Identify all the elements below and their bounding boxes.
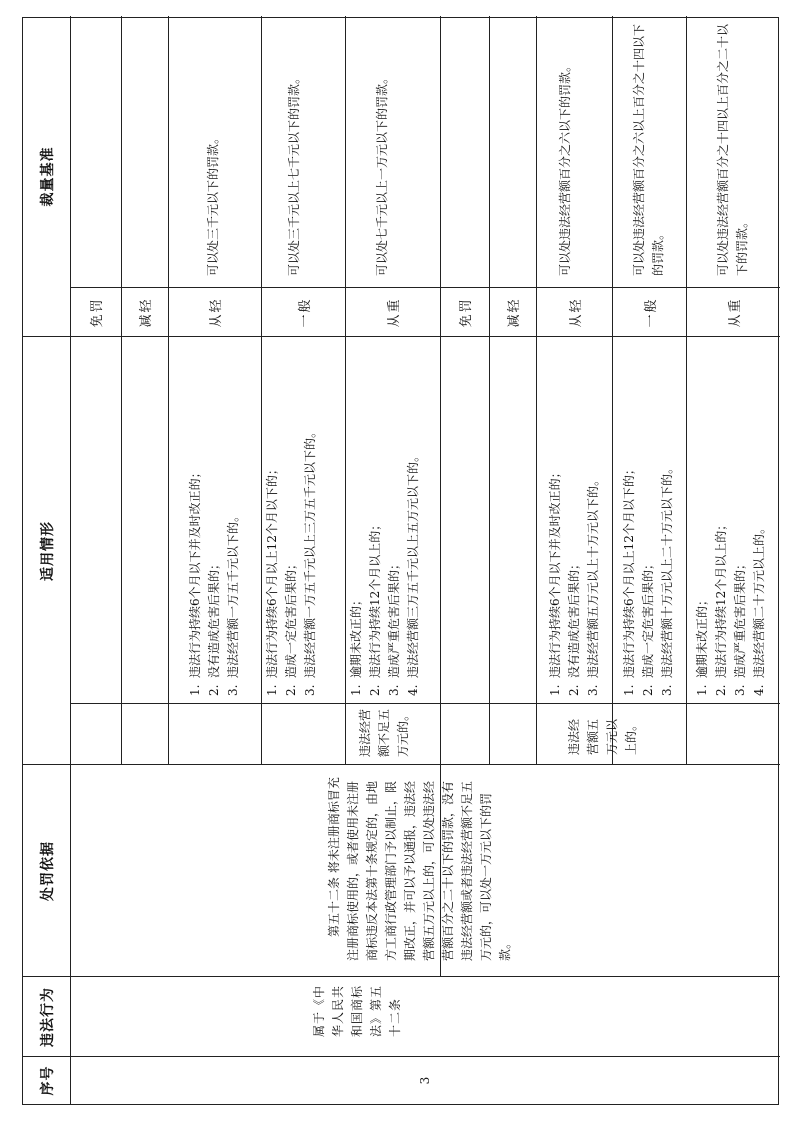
situation-item: 1. 逾期未改正的；	[349, 593, 363, 696]
level-cell: 免罚	[459, 297, 474, 328]
penalty-discretion-table	[22, 17, 779, 1105]
situation-item: 3. 造成严重危害后果的；	[387, 557, 401, 696]
level-cell: 减轻	[507, 297, 522, 328]
level-cell: 减轻	[139, 297, 154, 328]
situation-cell	[261, 337, 345, 704]
level-cell: 从轻	[209, 297, 224, 328]
standard-cell: 可以处七千元以上一万元以下的罚款。	[375, 71, 389, 276]
standard-cell: 可以处三千元以上七千元以下的罚款。	[287, 71, 301, 276]
situation-list	[620, 343, 677, 696]
situation-item: 2. 没有造成危害后果的；	[567, 557, 581, 696]
situation-cell	[686, 337, 780, 704]
situation-item: 2. 没有造成危害后果的；	[207, 557, 221, 696]
header-standard: 裁量基准	[39, 146, 56, 207]
header-basis: 处罚依据	[39, 841, 56, 901]
situation-item: 1. 违法行为持续6个月以上12个月以下的；	[622, 463, 636, 696]
header-act: 违法行为	[39, 987, 56, 1047]
condition-text: 违法经营额不足五万元的。	[358, 708, 410, 757]
condition-cell	[70, 704, 440, 765]
situation-list	[347, 343, 423, 696]
situation-item: 3. 违法经营额五万元以上十万元以下的。	[586, 473, 600, 696]
situation-list	[693, 343, 769, 696]
situation-cell	[168, 337, 261, 704]
standard-cell: 可以处违法经营额百分之六以下的罚款。	[558, 59, 572, 276]
situation-item: 3. 违法经营额十万元以上二十万元以下的。	[660, 461, 674, 696]
situation-item: 2. 造成一定危害后果的；	[284, 557, 298, 696]
act-text: 属于《中华人民共和国商标法》第五十二条	[312, 984, 402, 1037]
basis-text: 第五十二条 将未注册商标冒充注册商标使用的，或者使用未注册商标违反本法第十条规定的，由地方工商行政管理部门予以制止，限期改正，并可以予以通报，违法经营额五万元以上的，可以处违法经营额百分之二十以下的罚款，没有违法经营额或者违法经营额不足五万元的，可以处一万元以下的罚款。	[327, 777, 512, 961]
situation-item: 3. 违法经营额一万五千元以下的。	[226, 509, 240, 696]
level-cell: 从重	[727, 297, 743, 328]
level-cell: 免罚	[90, 297, 105, 328]
situation-item: 2. 造成一定危害后果的；	[641, 557, 655, 696]
situation-item: 2. 违法行为持续12个月以上的；	[368, 518, 382, 696]
level-cell: 从重	[387, 297, 402, 328]
situation-item: 4. 违法经营额二十万元以上的。	[752, 521, 766, 696]
row-rule	[121, 16, 122, 765]
standard-cell: 可以处违法经营额百分之六以上百分之十四以下的罚款。	[632, 23, 665, 276]
act-cell	[70, 977, 780, 1057]
situation-cell	[612, 337, 686, 704]
header-seq: 序号	[39, 1065, 56, 1096]
situation-item: 1. 违法行为持续6个月以下并及时改正的；	[188, 466, 202, 696]
situation-item: 2. 违法行为持续12个月以上的；	[714, 518, 728, 696]
situation-item: 1. 逾期未改正的；	[695, 593, 709, 696]
situation-cell	[536, 337, 612, 704]
level-cell: 从轻	[568, 297, 584, 328]
situation-list	[186, 343, 243, 696]
level-cell: 一般	[643, 297, 659, 328]
header-situation: 适用情形	[39, 521, 56, 581]
situation-cell	[345, 337, 440, 704]
condition-cell	[440, 704, 780, 765]
level-cell: 一般	[297, 297, 313, 328]
condition-text: 违法经营额五万元以上的。	[567, 718, 638, 755]
situation-item: 3. 造成严重危害后果的；	[733, 557, 747, 696]
row-rule	[489, 16, 490, 765]
basis-cell	[70, 765, 780, 977]
standard-cell: 可以处违法经营额百分之十四以上百分之二十以下的罚款。	[716, 23, 749, 276]
situation-list	[263, 343, 320, 696]
situation-item: 4. 违法经营额三万五千元以上五万元以下的。	[406, 449, 420, 696]
seq-cell: 3	[417, 1076, 432, 1085]
situation-item: 3. 违法经营额一万五千元以上三万五千元以下的。	[303, 425, 317, 696]
situation-item: 1. 违法行为持续6个月以下并及时改正的；	[548, 466, 562, 696]
situation-item: 1. 违法行为持续6个月以上12个月以下的；	[265, 463, 279, 696]
standard-cell: 可以处三千元以下的罚款。	[206, 131, 220, 276]
situation-list	[546, 343, 603, 696]
